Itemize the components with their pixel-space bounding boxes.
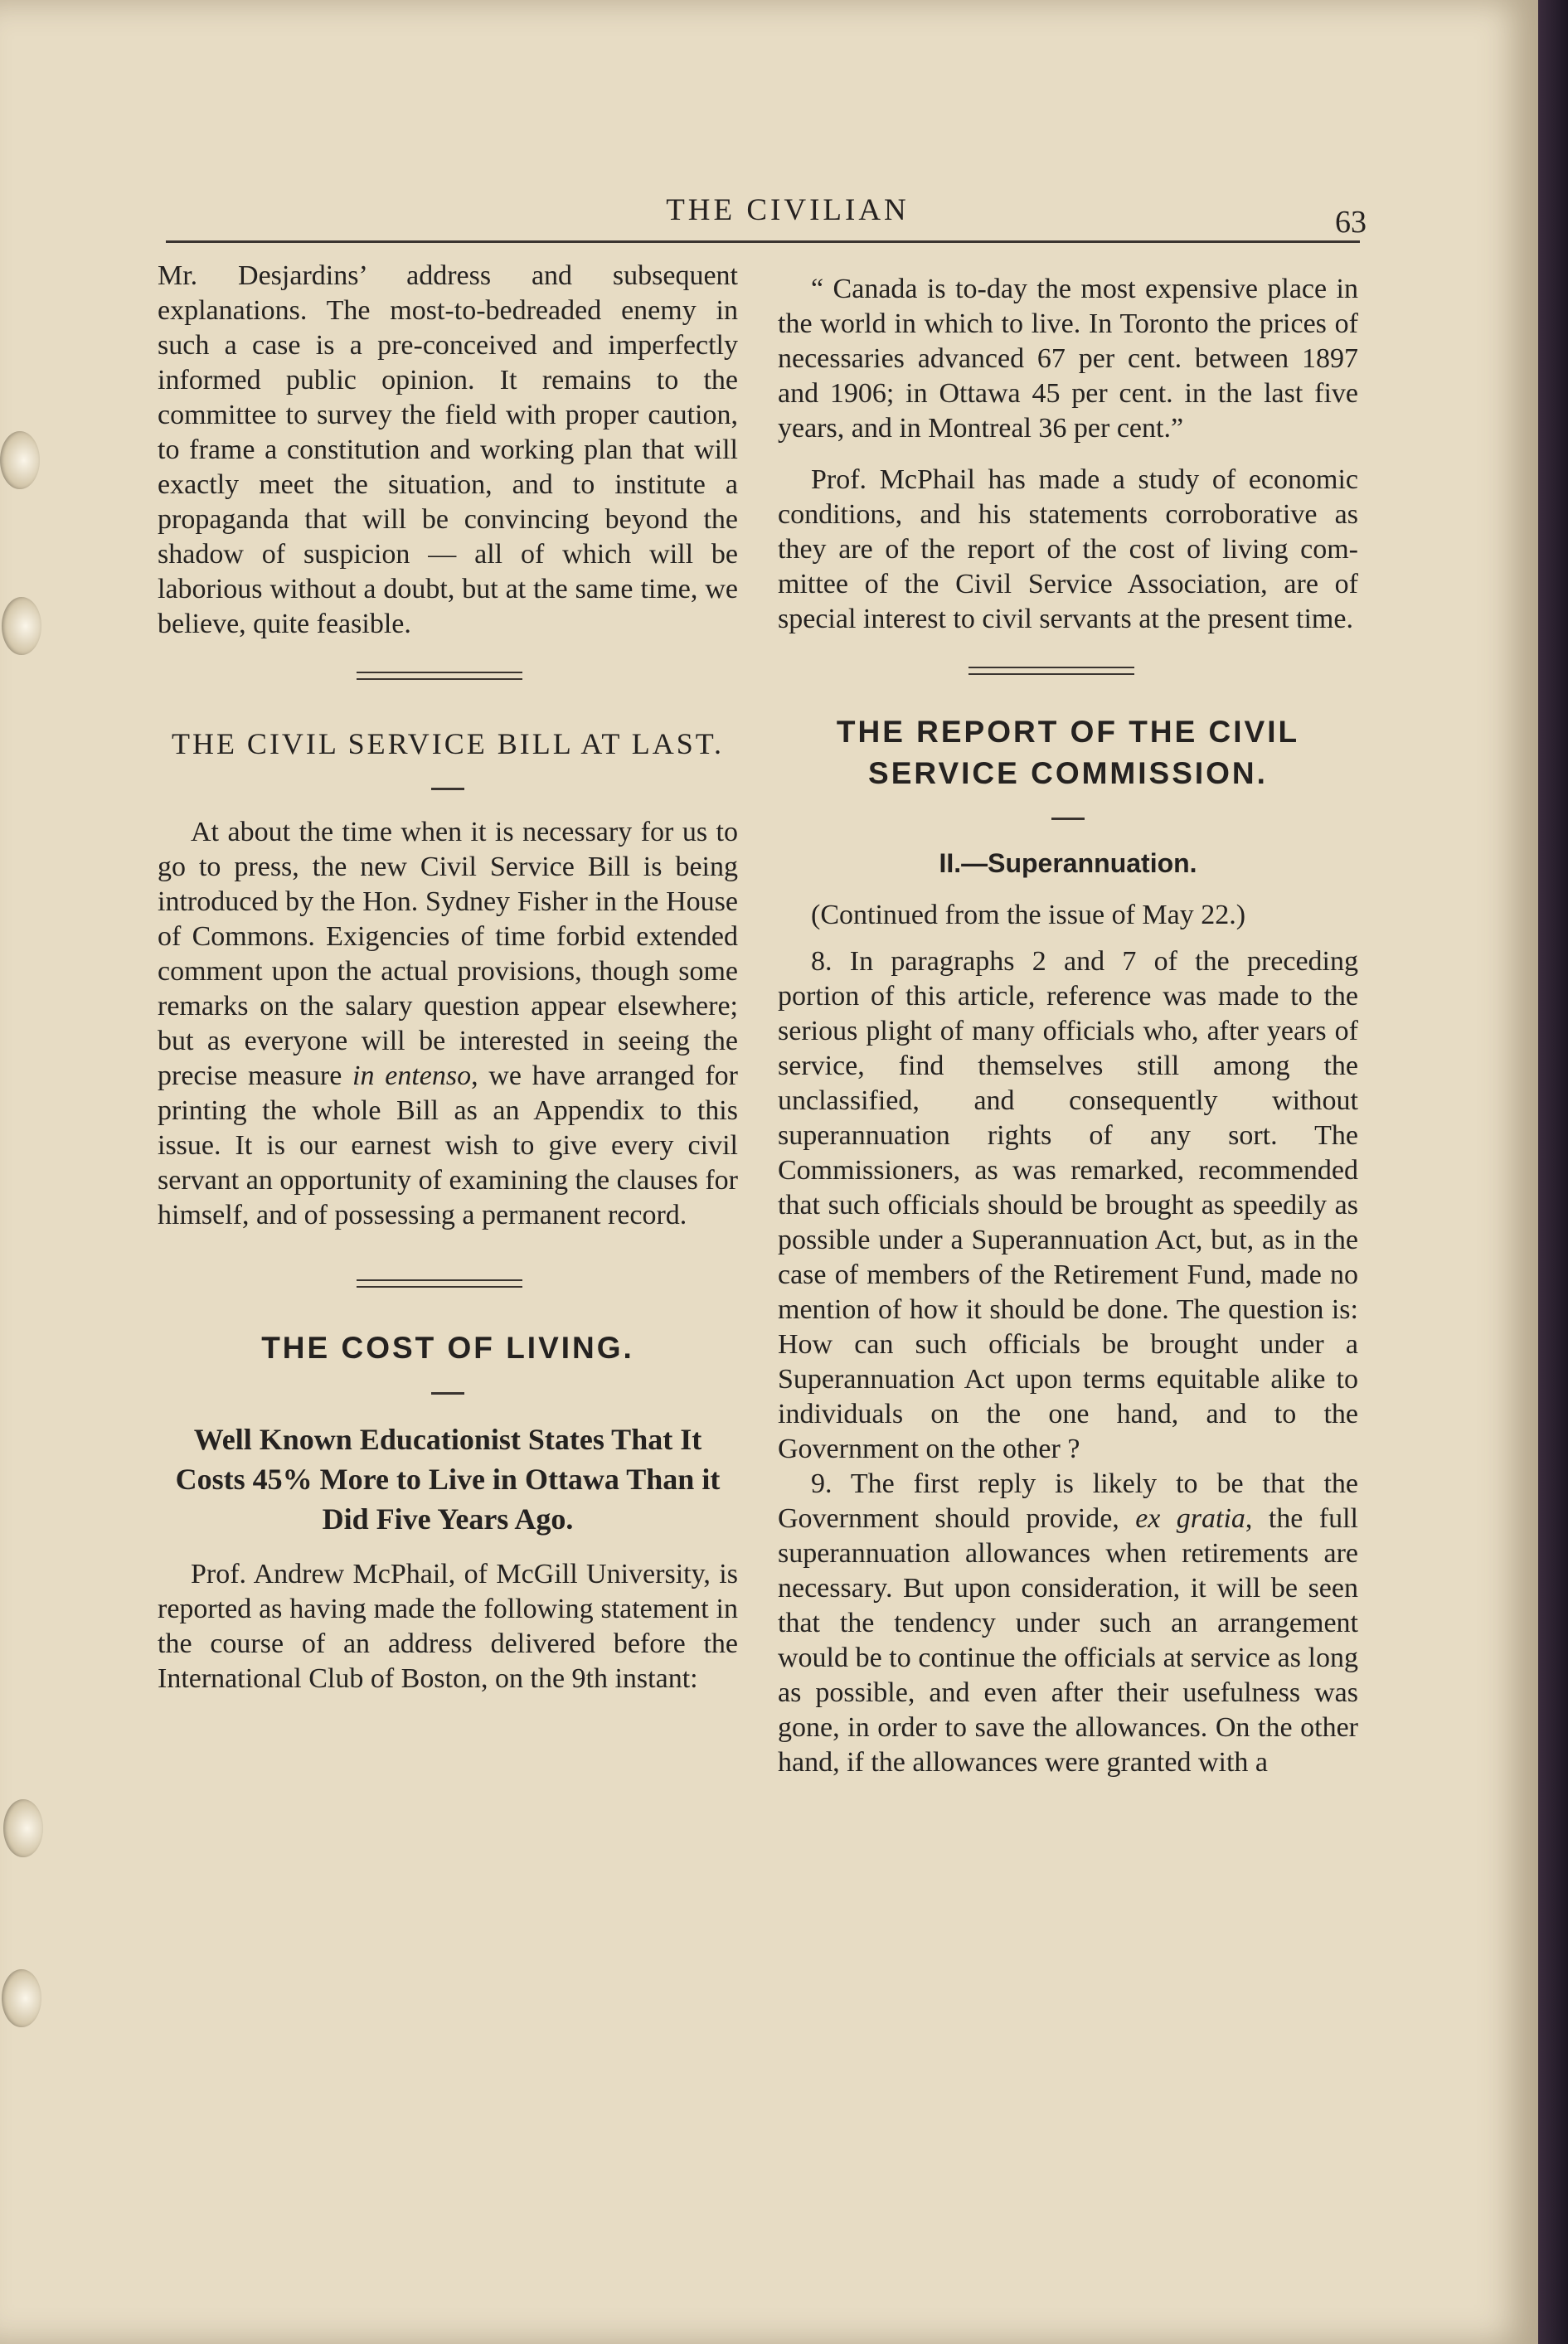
paragraph-9: 9. The first reply is likely to be that the Government should provide, ex gratia, the full superannuation allowances when retirements are necessary. But upon consideration, it will be seen that the tendency under such an arrangement would be to continue the officials at service as long as possible, and even after their usefulness was gone, in order to save the allowances. On the other hand, if the allowances were granted with a [778,1468,1358,1778]
continued-note: (Continued from the issue of May 22.) [811,900,1246,930]
right-column [778,272,1358,1780]
mcphail-paragraph: Prof. McPhail has made a study of economic conditions, and his statements corroborative as they are of the report of the cost of living committee of the Civil Service Association, are of special interest to civil servants at the present time. [778,464,1358,634]
article-subheading: Well Known Educationist States That It Costs 45% More to Live in Ottawa Than it Did Five Years Ago. [175,1423,721,1536]
article-heading-civil-service-bill: THE CIVIL SERVICE BILL AT LAST. [171,727,725,760]
binding-hole [0,431,40,489]
continued-paragraph: Mr. Desjardins’ address and subsequent explanations. The most-to-bedreaded enemy in such a case is a pre-conceived and imperfectly informed public opinion. It remains to the committee to survey the field with proper caution, to frame a constitution and working plan that will exactly meet the situation, and to institute a propaganda that will be convincing beyond the shadow of suspicion — all of which will be laborious without a doubt, but at the same time, we believe, quite feasible. [158,260,738,639]
article-heading-report: THE REPORT OF THE CIVIL SERVICE COMMISSION. [836,715,1300,790]
paragraph-8: 8. In paragraphs 2 and 7 of the preceding portion of this article, reference was made to the serious plight of many officials who, after years of service, find themselves still among the unclassified, and consequently without superannuation rights of any sort. The Commissioners, as was remarked, recommended that such officials should be brought as speedily as possible under a Superannuation Act, but, as in the case of members of the Retirement Fund, made no mention of how it should be done. The question is: How can such officials be brought under a Superannuation Act upon terms equitable alike to individuals on the one hand, and to the Government on the other ? [778,946,1358,1464]
binding-hole [2,1969,41,2027]
bill-paragraph: At about the time when it is necessary for us to go to press, the new Civil Service Bill is being introduced by the Hon. Sydney Fisher in the House of Commons. Exigencies of time forbid extended comment upon the actual provisions, though some remarks on the salary question appear elsewhere; but as everyone will be interested in seeing the precise measure in entenso, we have arranged for printing the whole Bill as an Appendix to this issue. It is our earnest wish to give every civil servant an opportunity of examining the clauses for himself, and of possessing a permanent record. [158,817,738,1230]
article-subheading-superannuation: II.—Superannuation. [939,848,1197,878]
heading-dash [431,788,464,790]
page-header-title: THE CIVILIAN [666,193,910,227]
binding-hole [3,1799,43,1857]
page-number: 63 [1335,205,1367,240]
section-separator [158,1233,738,1324]
binding-edge [1538,0,1568,2344]
section-separator [778,637,1358,708]
cost-paragraph: Prof. Andrew McPhail, of McGill University, is reported as having made the following statement in the course of an address delivered before the International Club of Boston, on the 9th instant: [158,1559,738,1694]
section-separator [158,642,738,713]
header-rule [166,240,1360,243]
quote-paragraph: “ Canada is to-day the most expensive place in the world in which to live. In Toronto the prices of necessaries advanced 67 per cent. between 1897 and 1906; in Ottawa 45 per cent. in the last five years, and in Montreal 36 per cent.” [778,274,1358,444]
left-column [158,259,738,1696]
heading-dash [431,1392,464,1395]
article-heading-cost-of-living: THE COST OF LIVING. [261,1331,634,1365]
heading-dash [1051,818,1085,820]
binding-hole [2,597,41,655]
